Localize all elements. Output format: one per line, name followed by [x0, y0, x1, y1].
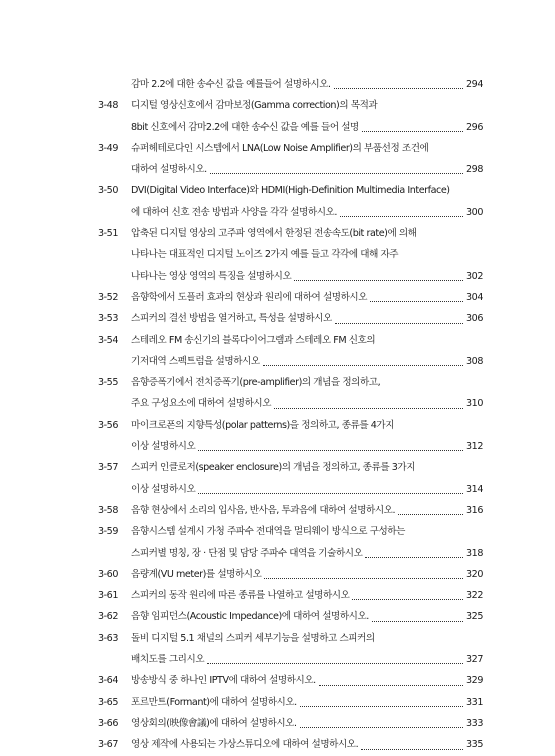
toc-entry-line: [98, 649, 483, 670]
toc-entry-title: DVI(Digital Video Interface)와 HDMI(High-Definition Multimedia Interface): [131, 185, 450, 197]
toc-entry-number: 3-50: [98, 185, 118, 197]
toc-entry-page-number: 296: [466, 121, 483, 133]
toc-entry-page-number: 327: [466, 654, 483, 666]
toc-entry-line: [98, 308, 483, 329]
dot-leader: [319, 685, 463, 686]
toc-entry-title: 대하여 설명하시오.: [131, 164, 207, 176]
toc-entry-page-number: 335: [466, 739, 483, 751]
toc-entry[interactable]: [98, 180, 483, 223]
toc-entry-title: 나타나는 영상 영역의 특징을 설명하시오: [131, 270, 292, 282]
toc-entry-title: 스피커의 동작 원리에 따른 종류를 나열하고 설명하시오: [131, 590, 350, 602]
toc-entry-title: 스피커별 명칭, 장 · 단점 및 담당 주파수 대역을 기술하시오: [131, 547, 363, 559]
toc-entry-title: 기저대역 스펙트럼을 설명하시오: [131, 355, 260, 367]
toc-entry[interactable]: [98, 372, 483, 415]
toc-entry[interactable]: [98, 74, 483, 95]
toc-entry-line: [98, 628, 483, 649]
toc-entry-line: [98, 457, 483, 478]
toc-entry-number: 3-49: [98, 142, 118, 154]
toc-entry-title: 음향증폭기에서 전치증폭기(pre-amplifier)의 개념을 정의하고,: [131, 377, 381, 389]
toc-entry-line: [98, 393, 483, 414]
toc-entry-page-number: 325: [466, 611, 483, 623]
toc-entry-title: 압축된 디지털 영상의 고주파 영역에서 한정된 전송속도(bit rate)에 의해: [131, 228, 417, 240]
toc-entry-title: 이상 설명하시오: [131, 483, 196, 495]
toc-entry[interactable]: [98, 606, 483, 627]
toc-entry-number: 3-61: [98, 590, 118, 602]
dot-leader: [264, 578, 463, 579]
dot-leader: [370, 301, 463, 302]
toc-entry-number: 3-65: [98, 696, 118, 708]
dot-leader: [398, 514, 463, 515]
toc-entry-page-number: 294: [466, 79, 483, 90]
toc-entry-title: 음향학에서 도플러 효과의 현상과 원리에 대하여 설명하시오: [131, 291, 368, 303]
dot-leader: [207, 663, 463, 664]
toc-entry[interactable]: [98, 628, 483, 671]
toc-entry[interactable]: [98, 713, 483, 734]
toc-entry-line: [98, 436, 483, 457]
toc-entry-line: [98, 223, 483, 244]
toc-entry-line: [98, 117, 483, 138]
toc-entry[interactable]: [98, 223, 483, 287]
toc-entry-number: 3-48: [98, 100, 118, 112]
toc-entry-line: [98, 372, 483, 393]
toc-entry-line: [98, 330, 483, 351]
toc-entry-page-number: 308: [466, 355, 483, 367]
toc-entry-line: [98, 74, 483, 95]
toc-entry-number: 3-51: [98, 228, 118, 240]
toc-entry-title: 포르만트(Formant)에 대하여 설명하시오.: [131, 696, 297, 708]
toc-entry-number: 3-56: [98, 419, 118, 431]
toc-entry-line: [98, 159, 483, 180]
toc-entry-number: 3-60: [98, 568, 118, 580]
toc-entry-line: [98, 95, 483, 116]
dot-leader: [198, 450, 463, 451]
toc-entry-page-number: 322: [466, 590, 483, 602]
toc-entry-line: [98, 543, 483, 564]
toc-entry-line: [98, 606, 483, 627]
toc-entry[interactable]: [98, 415, 483, 458]
toc-entry-number: 3-64: [98, 675, 118, 687]
toc-entry[interactable]: [98, 95, 483, 138]
toc-entry-title: 배치도를 그리시오: [131, 654, 205, 666]
toc-entry-page-number: 304: [466, 291, 483, 303]
toc-entry-title: 돌비 디지털 5.1 채널의 스피커 세부기능을 설명하고 스피커의: [131, 632, 375, 644]
toc-entry-title: 영상회의(映像會議)에 대하여 설명하시오.: [131, 717, 297, 729]
dot-leader: [334, 88, 463, 89]
toc-entry-line: [98, 500, 483, 521]
dot-leader: [294, 280, 463, 281]
toc-entry-page-number: 306: [466, 313, 483, 325]
toc-entry-line: [98, 180, 483, 201]
toc-entry-line: [98, 202, 483, 223]
toc-entry-number: 3-66: [98, 717, 118, 729]
toc-entry-title: 슈퍼헤테로다인 시스템에서 LNA(Low Noise Amplifier)의 부품선정 조건에: [131, 142, 429, 154]
toc-entry-title: 8bit 신호에서 감마2.2에 대한 송수신 값을 예를 들어 설명: [131, 121, 359, 133]
toc-entry-number: 3-63: [98, 632, 118, 644]
toc-entry-title: 감마 2.2에 대한 송수신 값을 예를들어 설명하시오.: [131, 79, 331, 90]
dot-leader: [274, 408, 463, 409]
toc-entry-page-number: 302: [466, 270, 483, 282]
toc-entry-title: 스피커 인클로저(speaker enclosure)의 개념을 정의하고, 종류를 3가지: [131, 462, 416, 474]
toc-entry-page-number: 329: [466, 675, 483, 687]
toc-entry-number: 3-52: [98, 291, 118, 303]
dot-leader: [335, 323, 463, 324]
toc-entry[interactable]: [98, 287, 483, 308]
dot-leader: [362, 131, 463, 132]
toc-entry[interactable]: [98, 308, 483, 329]
toc-entry-number: 3-62: [98, 611, 118, 623]
toc-entry-number: 3-67: [98, 739, 118, 751]
toc-entry-line: [98, 692, 483, 713]
toc-entry-page-number: 333: [466, 717, 483, 729]
toc-entry-title: 영상 제작에 사용되는 가상스튜디오에 대하여 설명하시오.: [131, 739, 359, 751]
toc-entry-title: 음향 현상에서 소리의 입사음, 반사음, 투과음에 대하여 설명하시오.: [131, 504, 396, 516]
toc-entry-page-number: 312: [466, 441, 483, 453]
toc-entry-page-number: 320: [466, 568, 483, 580]
toc-entry[interactable]: [98, 585, 483, 606]
dot-leader: [361, 749, 463, 750]
toc-entry-title: 주요 구성요소에 대하여 설명하시오: [131, 398, 272, 410]
dot-leader: [365, 557, 463, 558]
toc-entry-title: 마이크로폰의 지향특성(polar patterns)을 정의하고, 종류를 4가지: [131, 419, 395, 431]
toc-entry-title: 이상 설명하시오: [131, 441, 196, 453]
toc-entry-number: 3-58: [98, 504, 118, 516]
dot-leader: [198, 493, 463, 494]
toc-entry[interactable]: [98, 692, 483, 713]
dot-leader: [210, 173, 463, 174]
toc-entry-line: [98, 138, 483, 159]
toc-entry-page-number: 331: [466, 696, 483, 708]
toc-entry[interactable]: [98, 670, 483, 691]
toc-entry-title: 음향 임피던스(Acoustic Impedance)에 대하여 설명하시오.: [131, 611, 369, 623]
table-of-contents: [98, 74, 483, 756]
toc-entry-line: [98, 351, 483, 372]
toc-entry-title: 나타나는 대표적인 디지털 노이즈 2가지 예를 들고 각각에 대해 자주: [131, 249, 399, 261]
toc-entry[interactable]: [98, 564, 483, 585]
dot-leader: [300, 706, 463, 707]
toc-entry-number: 3-53: [98, 313, 118, 325]
toc-entry-title: 스테레오 FM 송신기의 블록다이어그램과 스테레오 FM 신호의: [131, 334, 376, 346]
toc-entry-number: 3-59: [98, 526, 118, 538]
dot-leader: [300, 727, 463, 728]
toc-entry[interactable]: [98, 521, 483, 564]
toc-entry-title: 음향시스템 설계시 가청 주파수 전대역을 멀티웨이 방식으로 구성하는: [131, 526, 405, 538]
toc-entry[interactable]: [98, 457, 483, 500]
toc-entry-line: [98, 670, 483, 691]
toc-entry-line: [98, 521, 483, 542]
toc-entry-page-number: 314: [466, 483, 483, 495]
toc-entry-line: [98, 564, 483, 585]
dot-leader: [263, 365, 463, 366]
toc-entry-page-number: 318: [466, 547, 483, 559]
toc-entry-number: 3-57: [98, 462, 118, 474]
toc-entry[interactable]: [98, 138, 483, 181]
toc-entry-line: [98, 415, 483, 436]
toc-entry-line: [98, 244, 483, 265]
toc-entry[interactable]: [98, 330, 483, 373]
toc-entry-title: 디지털 영상신호에서 감마보정(Gamma correction)의 목적과: [131, 100, 378, 112]
toc-entry-line: [98, 713, 483, 734]
toc-entry-line: [98, 479, 483, 500]
toc-entry[interactable]: [98, 500, 483, 521]
toc-entry-title: 스피커의 결선 방법을 열거하고, 특성을 설명하시오: [131, 313, 332, 325]
toc-entry-page-number: 298: [466, 164, 483, 176]
dot-leader: [372, 621, 463, 622]
toc-entry-page-number: 310: [466, 398, 483, 410]
toc-entry-page-number: 316: [466, 504, 483, 516]
toc-entry-number: 3-54: [98, 334, 118, 346]
dot-leader: [352, 599, 463, 600]
toc-entry-number: 3-55: [98, 377, 118, 389]
toc-entry-page-number: 300: [466, 206, 483, 218]
toc-entry-line: [98, 287, 483, 308]
toc-entry-line: [98, 734, 483, 755]
toc-entry[interactable]: [98, 734, 483, 755]
toc-entry-line: [98, 266, 483, 287]
toc-entry-title: 방송방식 중 하나인 IPTV에 대하여 설명하시오.: [131, 675, 316, 687]
toc-entry-line: [98, 585, 483, 606]
dot-leader: [340, 216, 463, 217]
toc-entry-title: 에 대하여 신호 전송 방법과 사양을 각각 설명하시오.: [131, 206, 337, 218]
toc-entry-title: 음량계(VU meter)를 설명하시오: [131, 568, 262, 580]
